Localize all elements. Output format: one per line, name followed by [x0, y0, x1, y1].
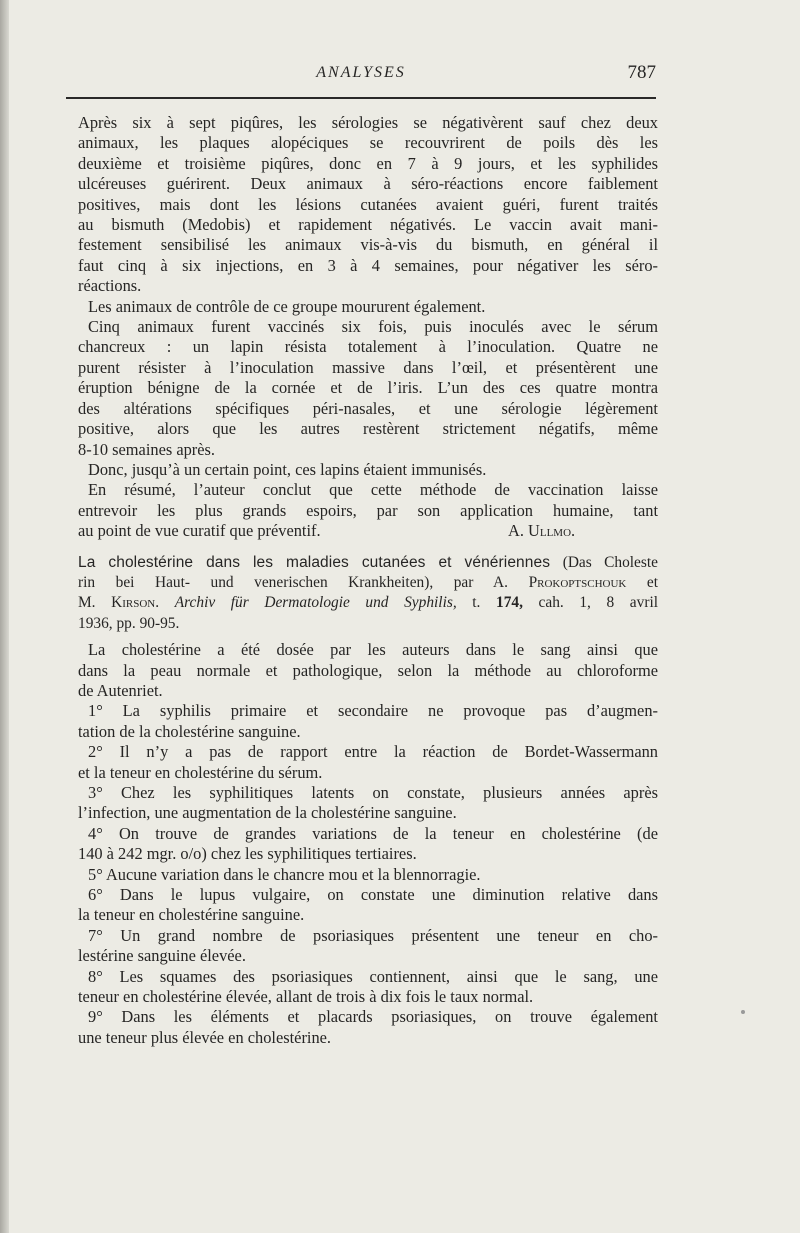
text-line: teneur en cholestérine élevée, allant de trois à dix fois le taux normal. [78, 987, 534, 1007]
page-number: 787 [627, 62, 656, 83]
text-line: Donc, jusqu’à un certain point, ces lapins étaient immunisés. [88, 459, 487, 479]
reference-volume: 174, [496, 594, 523, 612]
text-line: entrevoir les plus grands espoirs, par son application humaine, tant [78, 500, 658, 520]
paragraph [78, 640, 658, 701]
text-line: 5° Aucune variation dans le chancre mou et la blennorragie. [88, 864, 481, 884]
reference-line [78, 552, 658, 573]
text-line: 6° Dans le lupus vulgaire, on constate une diminution relative dans [88, 885, 658, 905]
text-line: Les animaux de contrôle de ce groupe moururent également. [88, 296, 486, 316]
text-line-content: au point de vue curatif que préventif. [78, 521, 321, 541]
page-header [66, 62, 656, 88]
text-line: 4° On trouve de grandes variations de la teneur en cholestérine (de [88, 823, 658, 843]
reference-line [78, 593, 658, 613]
paragraph [78, 824, 658, 865]
paragraph [78, 317, 658, 460]
paragraph [78, 113, 658, 297]
page-gutter-shadow [0, 0, 9, 1233]
paper-speck [741, 1010, 745, 1014]
text-line: et la teneur en cholestérine du sérum. [78, 762, 323, 782]
running-title: ANALYSES [316, 64, 406, 81]
text-line: 1° La syphilis primaire et secondaire ne provoque pas d’augmen- [88, 701, 658, 721]
text-line: 3° Chez les syphilitiques latents on constate, plusieurs années après [88, 783, 658, 802]
text-line: 2° Il n’y a pas de rapport entre la réaction de Bordet-Wassermann [88, 742, 658, 762]
paragraph [78, 480, 658, 541]
paragraph [78, 460, 658, 480]
reference-line [78, 573, 658, 593]
reference-author: M. Kirson. [78, 594, 160, 612]
text-line: dans la peau normale et pathologique, selon la méthode au chloroforme [78, 660, 658, 680]
text-line: La cholestérine a été dosée par les auteurs dans le sang ainsi que [88, 640, 658, 660]
text-line: tation de la cholestérine sanguine. [78, 721, 301, 741]
article-reference [78, 552, 658, 635]
paragraph [78, 297, 658, 317]
text-line: faut cinq à six injections, en 3 à 4 semaines, pour négativer les séro- [78, 255, 658, 275]
text-line [78, 521, 658, 541]
text-line: réactions. [78, 276, 142, 296]
text-line: deuxième et troisième piqûres, donc en 7 à 9 jours, et les syphilides [78, 153, 658, 173]
reference-original-title: (Das Choleste [562, 553, 658, 571]
text-line: de Autenriet. [78, 680, 163, 700]
text-line: lestérine sanguine élevée. [78, 946, 246, 966]
text-line: 140 à 242 mgr. o/o) chez les syphilitiques tertiaires. [78, 844, 417, 864]
text-line: En résumé, l’auteur conclut que cette méthode de vaccination laisse [88, 480, 658, 500]
paragraph [78, 885, 658, 926]
reviewer-signature: A. Ullmo. [508, 521, 576, 541]
text-line: chancreux : un lapin résista totalement à l’inoculation. Quatre ne [78, 337, 658, 357]
reference-original-title-cont: rin bei Haut- und venerischen Krankheiten), par A. [78, 573, 529, 591]
paragraph [78, 967, 658, 1008]
reference-line: 1936, pp. 90-95. [78, 614, 180, 632]
text-line: ulcéreuses guérirent. Deux animaux à séro-réactions encore faiblement [78, 174, 658, 194]
text-line: une teneur plus élevée en cholestérine. [78, 1027, 332, 1047]
text-line: éruption bénigne de la cornée et de l’iris. L’un des ces quatre montra [78, 378, 658, 398]
reference-tome-label: t. [456, 594, 497, 612]
article-title: La cholestérine dans les maladies cutanées et vénériennes [78, 553, 551, 571]
reference-author: Prokoptschouk [528, 573, 627, 591]
text-line: positive, alors que les autres restèrent strictement négatifs, même [78, 419, 658, 439]
text-line: 9° Dans les éléments et placards psoriasiques, on trouve également [88, 1007, 658, 1027]
text-line: 8-10 semaines après. [78, 439, 215, 459]
text-line: 7° Un grand nombre de psoriasiques présentent une teneur en cho- [88, 925, 658, 945]
paragraph [78, 701, 658, 742]
text-line: la teneur en cholestérine sanguine. [78, 905, 305, 925]
text-line: animaux, les plaques alopéciques se recouvrirent de poils dès les [78, 133, 658, 153]
paragraph [78, 783, 658, 824]
paragraph [78, 1007, 658, 1048]
text-line: 8° Les squames des psoriasiques contiennent, ainsi que le sang, une [88, 966, 658, 986]
text-line: positives, mais dont les lésions cutanées avaient guéri, furent traités [78, 194, 658, 214]
text-line: au bismuth (Medobis) et rapidement négativés. Le vaccin avait mani- [78, 215, 658, 235]
paragraph [78, 742, 658, 783]
text-line: l’infection, une augmentation de la cholestérine sanguine. [78, 803, 457, 823]
paragraph [78, 865, 658, 885]
reference-issue: cah. 1, 8 avril [522, 594, 658, 612]
reference-journal: Archiv für Dermatologie und Syphilis, [174, 594, 457, 612]
paragraph [78, 926, 658, 967]
text-line: purent résister à l’inoculation massive dans l’œil, et présentèrent une [78, 357, 658, 377]
reference-conjunction: et [626, 573, 658, 591]
text-line: festement sensibilisé les animaux vis-à-vis du bismuth, en général il [78, 235, 658, 255]
page-body [78, 113, 658, 1048]
text-line: des altérations spécifiques péri-nasales, et une sérologie légèrement [78, 398, 658, 418]
text-line: Après six à sept piqûres, les sérologies se négativèrent sauf chez deux [78, 113, 658, 132]
header-rule [66, 97, 656, 99]
text-line: Cinq animaux furent vaccinés six fois, puis inoculés avec le sérum [88, 317, 658, 337]
